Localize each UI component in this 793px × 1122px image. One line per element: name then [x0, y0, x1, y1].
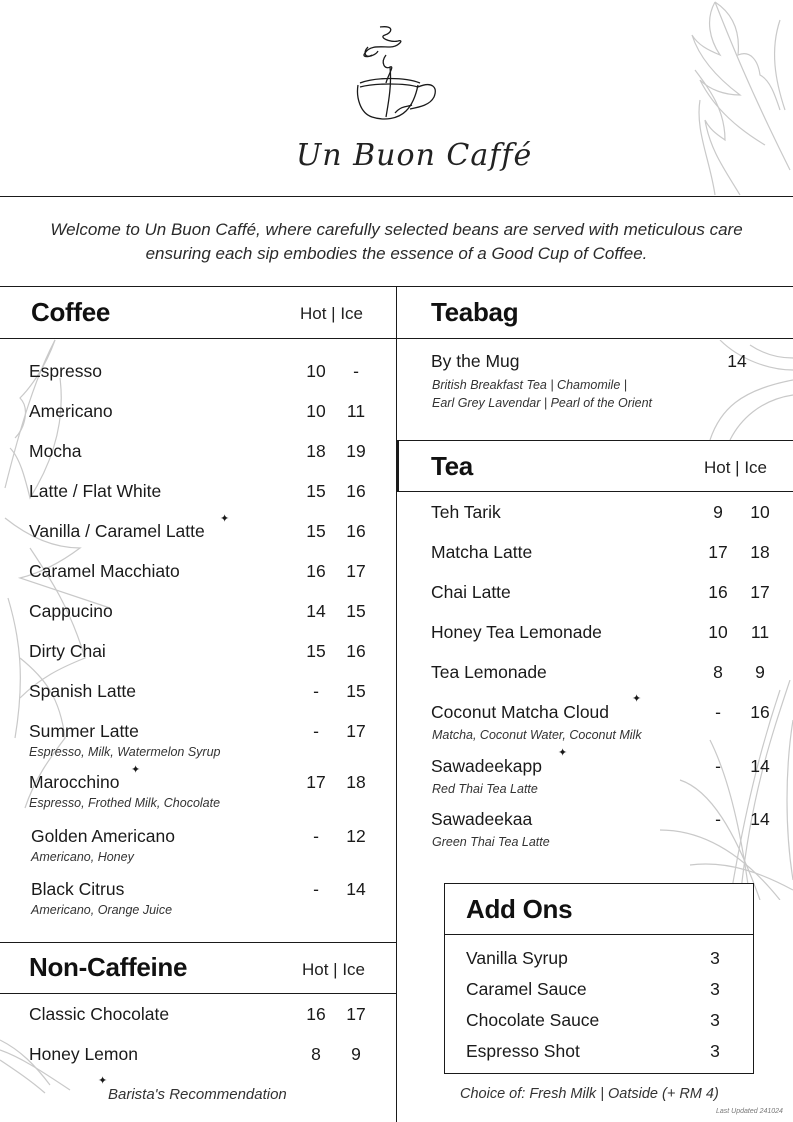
coffee-item-hot-price: 14 — [306, 601, 326, 621]
tea-item-ice-price: 14 — [750, 809, 770, 829]
tea-item-name: Sawadeekapp — [431, 756, 542, 776]
recommendation-star-icon: ✦ — [220, 513, 230, 525]
welcome-message — [0, 218, 793, 266]
header-divider — [0, 196, 793, 197]
coffee-item-hot-price: 17 — [306, 772, 326, 792]
tea-item-name: Matcha Latte — [431, 542, 533, 562]
coffee-item-name: Caramel Macchiato — [29, 561, 180, 581]
non-caffeine-item-hot-price: 8 — [311, 1044, 321, 1064]
addon-item-price: 3 — [710, 1041, 720, 1061]
coffee-item-desc: Americano, Honey — [31, 850, 134, 864]
non-caffeine-item-name: Honey Lemon — [29, 1044, 138, 1064]
coffee-item-hot-price: - — [313, 879, 319, 899]
addon-item-name: Espresso Shot — [466, 1041, 580, 1061]
tea-top-divider — [396, 440, 793, 441]
teabag-item-price: 14 — [727, 351, 747, 371]
addons-section-title: Add Ons — [466, 894, 573, 924]
coffee-item-name: Americano — [29, 401, 113, 421]
coffee-item-desc: Espresso, Milk, Watermelon Syrup — [29, 745, 221, 759]
non-caffeine-top-divider — [0, 942, 396, 943]
coffee-item-ice-price: 19 — [346, 441, 366, 461]
coffee-item-ice-price: 17 — [346, 561, 366, 581]
addon-item-price: 3 — [710, 1010, 720, 1030]
tea-item-hot-price: 16 — [708, 582, 728, 602]
non-caffeine-section-title: Non-Caffeine — [29, 952, 188, 982]
tea-item-name: Chai Latte — [431, 582, 511, 602]
tea-item-name: Honey Tea Lemonade — [431, 622, 602, 642]
coffee-item-name: Black Citrus — [31, 879, 125, 899]
tea-item-desc: Matcha, Coconut Water, Coconut Milk — [432, 728, 642, 742]
coffee-item-name: Golden Americano — [31, 826, 175, 846]
coffee-item-ice-price: 15 — [346, 681, 366, 701]
non-caffeine-item-hot-price: 16 — [306, 1004, 326, 1024]
addon-item-name: Chocolate Sauce — [466, 1010, 600, 1030]
non-caffeine-item-ice-price: 17 — [346, 1004, 366, 1024]
coffee-item-hot-price: - — [313, 721, 319, 741]
coffee-item-name: Cappucino — [29, 601, 113, 621]
coffee-item-name: Espresso — [29, 361, 102, 381]
addon-item-name: Caramel Sauce — [466, 979, 587, 999]
coffee-item-ice-price: 16 — [346, 641, 366, 661]
tea-section-title: Tea — [431, 451, 473, 481]
tea-header-divider — [396, 491, 793, 492]
non-caffeine-hot-ice-header: Hot | Ice — [302, 960, 365, 979]
coffee-item-name: Summer Latte — [29, 721, 139, 741]
coffee-item-ice-price: 17 — [346, 721, 366, 741]
coffee-item-desc: Americano, Orange Juice — [31, 903, 173, 917]
coffee-item-hot-price: 18 — [306, 441, 326, 461]
coffee-item-ice-price: 12 — [346, 826, 366, 846]
last-updated: Last Updated 241024 — [716, 1108, 783, 1115]
coffee-item-ice-price: 18 — [346, 772, 366, 792]
tea-item-hot-price: - — [715, 702, 721, 722]
coffee-item-name: Vanilla / Caramel Latte — [29, 521, 205, 541]
non-caffeine-item-name: Classic Chocolate — [29, 1004, 170, 1024]
tea-item-hot-price: - — [715, 809, 721, 829]
addon-item-name: Vanilla Syrup — [466, 948, 568, 968]
coffee-item-hot-price: 15 — [306, 481, 326, 501]
coffee-item-desc: Espresso, Frothed Milk, Chocolate — [29, 796, 221, 810]
tea-item-ice-price: 9 — [755, 662, 765, 682]
coffee-header-divider — [0, 338, 396, 339]
tea-item-ice-price: 16 — [750, 702, 770, 722]
coffee-item-ice-price: 16 — [346, 481, 366, 501]
tea-item-hot-price: 9 — [713, 502, 723, 522]
coffee-hot-ice-header: Hot | Ice — [300, 304, 363, 323]
coffee-item-hot-price: 16 — [306, 561, 326, 581]
coffee-item-hot-price: 10 — [306, 361, 326, 381]
coffee-item-name: Latte / Flat White — [29, 481, 162, 501]
coffee-item-ice-price: 15 — [346, 601, 366, 621]
coffee-item-hot-price: 15 — [306, 521, 326, 541]
addon-item-price: 3 — [710, 979, 720, 999]
tea-item-ice-price: 11 — [750, 622, 770, 642]
coffee-item-ice-price: 11 — [346, 401, 366, 421]
tea-item-hot-price: 17 — [708, 542, 728, 562]
brand-logo-text: Un Buon Caffé — [296, 138, 533, 173]
coffee-section-title: Coffee — [31, 297, 111, 327]
non-caffeine-header-divider — [0, 993, 396, 994]
coffee-item-ice-price: 14 — [346, 879, 366, 899]
tea-item-ice-price: 17 — [750, 582, 770, 602]
recommendation-star-icon: ✦ — [131, 764, 141, 776]
coffee-item-ice-price: 16 — [346, 521, 366, 541]
addon-item-price: 3 — [710, 948, 720, 968]
coffee-item-hot-price: 15 — [306, 641, 326, 661]
welcome-line-2: ensuring each sip embodies the essence of a Good Cup of Coffee. — [145, 244, 648, 263]
coffee-cup-icon — [350, 25, 442, 120]
tea-hot-ice-header: Hot | Ice — [704, 458, 767, 477]
tea-item-hot-price: 8 — [713, 662, 723, 682]
teabag-item-desc-1: British Breakfast Tea | Chamomile | — [432, 378, 627, 392]
tea-item-hot-price: 10 — [708, 622, 728, 642]
recommendation-star-icon: ✦ — [98, 1075, 108, 1087]
tea-box-left-edge — [396, 440, 399, 491]
tea-item-name: Coconut Matcha Cloud — [431, 702, 610, 722]
teabag-item-name: By the Mug — [431, 351, 520, 371]
welcome-line-1: Welcome to Un Buon Caffé, where carefully selected beans are served with meticulous care — [50, 220, 743, 239]
recommendation-star-icon: ✦ — [632, 693, 642, 705]
coffee-item-name: Spanish Latte — [29, 681, 137, 701]
teabag-section-title: Teabag — [431, 297, 519, 327]
tea-item-name: Teh Tarik — [431, 502, 501, 522]
coffee-item-hot-price: 10 — [306, 401, 326, 421]
tea-item-name: Tea Lemonade — [431, 662, 547, 682]
non-caffeine-item-ice-price: 9 — [351, 1044, 361, 1064]
recommendation-star-icon: ✦ — [558, 747, 568, 759]
column-divider — [396, 286, 397, 1122]
coffee-item-ice-price: - — [353, 361, 359, 381]
leaf-decoration-top-right — [680, 0, 793, 197]
tea-item-desc: Green Thai Tea Latte — [432, 835, 550, 849]
tea-item-ice-price: 10 — [750, 502, 770, 522]
recommendation-text: Barista's Recommendation — [108, 1086, 287, 1103]
milk-choice-note: Choice of: Fresh Milk | Oatside (+ RM 4) — [460, 1086, 719, 1102]
tea-item-hot-price: - — [715, 756, 721, 776]
teabag-item-desc-2: Earl Grey Lavendar | Pearl of the Orient — [432, 396, 653, 410]
coffee-item-name: Dirty Chai — [29, 641, 106, 661]
coffee-item-hot-price: - — [313, 681, 319, 701]
tea-item-ice-price: 14 — [750, 756, 770, 776]
coffee-item-hot-price: - — [313, 826, 319, 846]
tea-item-desc: Red Thai Tea Latte — [432, 782, 538, 796]
coffee-item-name: Marocchino — [29, 772, 120, 792]
coffee-item-name: Mocha — [29, 441, 82, 461]
tea-item-ice-price: 18 — [750, 542, 770, 562]
teabag-header-divider — [396, 338, 793, 339]
tea-item-name: Sawadeekaa — [431, 809, 533, 829]
addons-header-divider — [444, 934, 754, 935]
